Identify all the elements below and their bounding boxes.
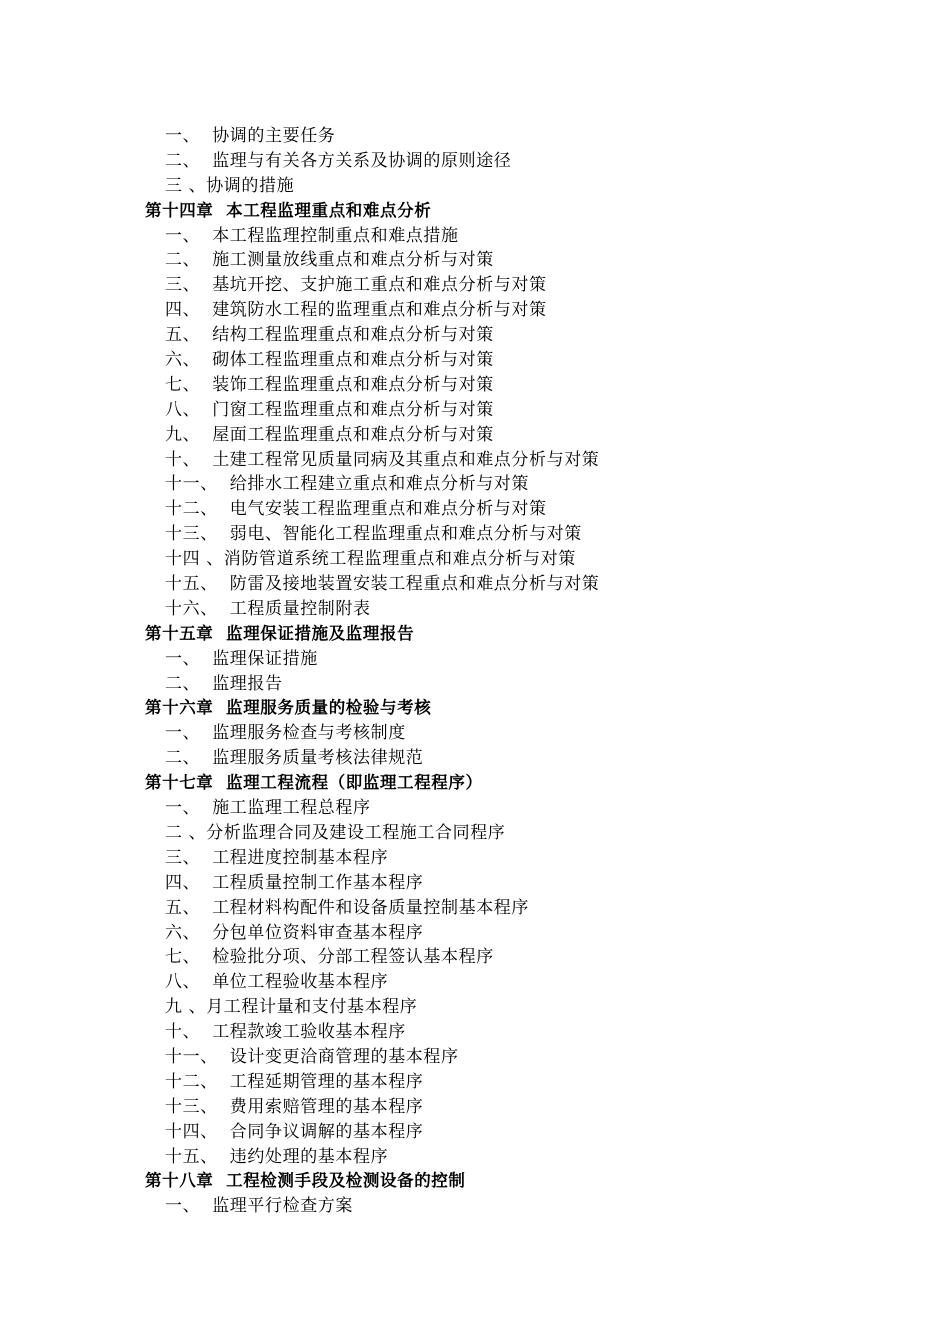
toc-section-item: 一、 协调的主要任务: [165, 126, 336, 146]
toc-section-item: 八、 门窗工程监理重点和难点分析与对策: [165, 399, 494, 420]
toc-section-item: 十四 、消防管道系统工程监理重点和难点分析与对策: [165, 549, 576, 570]
toc-section-item: 一、 监理平行检查方案: [165, 1196, 354, 1217]
toc-section-item: 十三、 费用索赔管理的基本程序: [165, 1096, 424, 1117]
toc-section-item: 十五、 防雷及接地装置安装工程重点和难点分析与对策: [165, 574, 600, 595]
toc-section-item: 四、 建筑防水工程的监理重点和难点分析与对策: [165, 300, 547, 321]
toc-section-item: 五、 结构工程监理重点和难点分析与对策: [165, 325, 494, 346]
toc-section-item: 六、 砌体工程监理重点和难点分析与对策: [165, 350, 494, 371]
toc-chapter-heading: 第十七章 监理工程流程（即监理工程程序）: [145, 773, 483, 793]
table-of-contents: [145, 124, 599, 1219]
toc-section-item: 十五、 违约处理的基本程序: [165, 1146, 389, 1167]
toc-chapter-heading: 第十六章 监理服务质量的检验与考核: [145, 698, 432, 718]
toc-section-item: 十、 土建工程常见质量同病及其重点和难点分析与对策: [165, 449, 600, 470]
toc-section-item: 十二、 工程延期管理的基本程序: [165, 1071, 424, 1092]
toc-section-item: 九、 屋面工程监理重点和难点分析与对策: [165, 424, 494, 445]
toc-section-item: 十四、 合同争议调解的基本程序: [165, 1121, 424, 1142]
toc-section-item: 十二、 电气安装工程监理重点和难点分析与对策: [165, 499, 547, 520]
toc-section-item: 一、 监理保证措施: [165, 648, 318, 669]
toc-section-item: 二、 监理服务质量考核法律规范: [165, 748, 424, 769]
toc-section-item: 十、 工程款竣工验收基本程序: [165, 1022, 406, 1043]
toc-section-item: 六、 分包单位资料审查基本程序: [165, 922, 424, 943]
toc-section-item: 七、 检验批分项、分部工程签认基本程序: [165, 947, 494, 968]
toc-chapter-heading: 第十四章 本工程监理重点和难点分析: [145, 200, 432, 220]
toc-chapter-heading: 第十八章 工程检测手段及检测设备的控制: [145, 1171, 466, 1191]
toc-chapter-heading: 第十五章 监理保证措施及监理报告: [145, 623, 415, 643]
toc-section-item: 四、 工程质量控制工作基本程序: [165, 872, 424, 893]
toc-section-item: 一、 监理服务检查与考核制度: [165, 723, 406, 744]
toc-section-item: 三 、协调的措施: [165, 175, 295, 196]
toc-section-item: 十三、 弱电、智能化工程监理重点和难点分析与对策: [165, 524, 582, 545]
toc-section-item: 二 、分析监理合同及建设工程施工合同程序: [165, 822, 506, 843]
toc-section-item: 七、 装饰工程监理重点和难点分析与对策: [165, 374, 494, 395]
toc-section-item: 五、 工程材料构配件和设备质量控制基本程序: [165, 897, 530, 918]
toc-section-item: 二、 施工测量放线重点和难点分析与对策: [165, 250, 494, 271]
toc-section-item: 十一、 给排水工程建立重点和难点分析与对策: [165, 474, 530, 495]
toc-section-item: 八、 单位工程验收基本程序: [165, 972, 389, 993]
toc-section-item: 十六、 工程质量控制附表: [165, 598, 371, 619]
toc-section-item: 三、 工程进度控制基本程序: [165, 847, 389, 868]
toc-section-item: 二、 监理报告: [165, 673, 283, 694]
toc-section-item: 二、 监理与有关各方关系及协调的原则途径: [165, 150, 512, 171]
toc-section-item: 一、 本工程监理控制重点和难点措施: [165, 225, 459, 246]
toc-section-item: 十一、 设计变更洽商管理的基本程序: [165, 1046, 459, 1067]
toc-section-item: 九 、月工程计量和支付基本程序: [165, 997, 418, 1018]
toc-section-item: 三、 基坑开挖、支护施工重点和难点分析与对策: [165, 275, 547, 296]
toc-section-item: 一、 施工监理工程总程序: [165, 798, 371, 819]
